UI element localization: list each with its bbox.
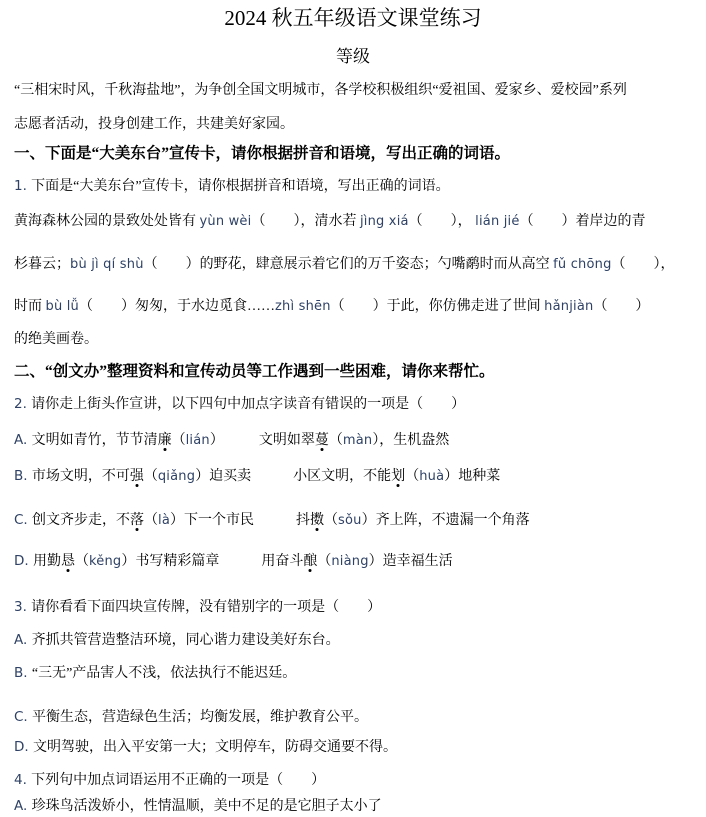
text-run: “三相宋时风，千秋海盐地”，为争创全国文明城市，各学校积极组织“爱祖国、爱家乡、爱校园”系列 xyxy=(14,83,627,98)
text-run: （ ）匆匆，于水边觅食…… xyxy=(78,299,275,314)
text-run: 时而 xyxy=(14,299,46,314)
text-run: ）造幸福生活 xyxy=(368,554,453,569)
dotted-emphasis-char: 强 xyxy=(129,469,144,484)
question-2-option-a xyxy=(14,430,692,451)
text-run: （ xyxy=(328,433,343,448)
text-run: 一、下面是“大美东台”宣传卡，请你根据拼音和语境，写出正确的词语。 xyxy=(14,145,511,162)
question-2-option-b xyxy=(14,466,692,487)
question-4-option-a xyxy=(14,796,692,817)
text-run: “三无”产品害人不浅，依法执行不能迟廷。 xyxy=(31,666,297,681)
text-run: ），生机盎然 xyxy=(372,433,450,448)
text-run: 创文齐步走，不 xyxy=(32,513,131,528)
text-run: 用勤 xyxy=(32,554,61,569)
pinyin-run: qiǎng xyxy=(157,469,196,484)
pinyin-run: niàng xyxy=(331,554,369,569)
question-3-option-c xyxy=(14,707,692,728)
pinyin-run: sǒu xyxy=(338,513,362,528)
pinyin-run: bù lǚ xyxy=(45,299,79,314)
text-run: 请你看看下面四块宣传牌，没有错别字的一项是（ ） xyxy=(31,600,382,615)
text-run: 文明如青竹，节节清 xyxy=(31,433,158,448)
text-run: 请你走上街头作宣讲，以下四句中加点字读音有错误的一项是（ ） xyxy=(31,397,466,412)
pinyin-run: huà xyxy=(419,469,445,484)
pinyin-run: bù jì qí shù xyxy=(70,257,144,272)
pinyin-run: fǔ chōng xyxy=(553,257,612,272)
text-run: （ ）的野花，肆意展示着它们的万千姿态；勺嘴鹬时而从高空 xyxy=(143,257,554,272)
text-run: 等级 xyxy=(336,47,370,66)
text-run: 黄海森林公园的景致处处皆有 xyxy=(14,214,200,229)
item-number-label: C. xyxy=(14,709,33,725)
text-run: ）下一个市民 抖 xyxy=(170,513,310,528)
text-run: （ ）着岸边的青 xyxy=(519,214,646,229)
question-2-stem xyxy=(14,394,692,415)
text-run: 下面是“大美东台”宣传卡，请你根据拼音和语境，写出正确的词语。 xyxy=(31,179,450,194)
item-number-label: 3. xyxy=(14,599,32,615)
text-run: （ ） xyxy=(593,299,650,314)
passage-line-2 xyxy=(14,255,692,275)
intro-line-2 xyxy=(14,115,692,135)
pinyin-run: kěng xyxy=(88,554,122,569)
text-run: （ xyxy=(171,433,186,448)
question-4-stem xyxy=(14,770,692,791)
text-run: （ xyxy=(144,513,159,528)
pinyin-run: màn xyxy=(342,433,373,448)
question-3-option-a xyxy=(14,630,692,651)
item-number-label: C. xyxy=(14,512,33,528)
text-run: 珍珠鸟活泼娇小，性情温顺，美中不足的是它胆子太小了 xyxy=(31,799,382,814)
pinyin-run: yùn wèi xyxy=(199,214,252,229)
dotted-emphasis-char: 蔓 xyxy=(314,433,329,448)
text-run: 平衡生态，营造绿色生活；均衡发展，维护教育公平。 xyxy=(32,710,369,725)
item-number-label: D. xyxy=(14,739,33,755)
text-run: （ ）， xyxy=(611,257,675,272)
text-run: 2024 秋五年级语文课堂练习 xyxy=(224,6,482,30)
pinyin-run: lián xyxy=(185,433,210,448)
pinyin-run: lián jié xyxy=(475,214,520,229)
section-2-heading xyxy=(14,361,692,383)
text-run: 市场文明，不可 xyxy=(31,469,130,484)
text-run: （ xyxy=(143,469,158,484)
item-number-label: B. xyxy=(14,665,32,681)
text-run: （ xyxy=(317,554,332,569)
section-1-heading xyxy=(14,143,692,165)
question-2-option-c xyxy=(14,510,692,531)
passage-line-4 xyxy=(14,330,692,350)
item-number-label: A. xyxy=(14,632,32,648)
text-run: （ xyxy=(74,554,89,569)
question-2-option-d xyxy=(14,551,692,572)
item-number-label: B. xyxy=(14,468,32,484)
question-3-stem xyxy=(14,597,692,618)
text-run: 志愿者活动，投身创建工作，共建美好家园。 xyxy=(14,117,294,132)
pinyin-run: zhì shēn xyxy=(274,299,331,314)
item-number-label: 2. xyxy=(14,396,32,412)
doc-subtitle xyxy=(14,45,692,69)
text-run: ） 文明如翠 xyxy=(209,433,315,448)
document-page xyxy=(0,4,706,814)
text-run: ）书写精彩篇章 用奋斗 xyxy=(121,554,304,569)
dotted-emphasis-char: 落 xyxy=(130,513,145,528)
item-number-label: A. xyxy=(14,432,32,448)
question-3-option-b xyxy=(14,663,692,684)
text-run: ）迫买卖 小区文明，不能 xyxy=(195,469,392,484)
text-run: 杉暮云； xyxy=(14,257,70,272)
item-number-label: D. xyxy=(14,553,33,569)
dotted-emphasis-char: 擞 xyxy=(310,513,324,528)
dotted-emphasis-char: 划 xyxy=(391,469,406,484)
text-run: ）地种菜 xyxy=(444,469,501,484)
text-run: （ ）于此，你仿佛走进了世间 xyxy=(330,299,545,314)
text-run: 的绝美画卷。 xyxy=(14,332,98,347)
pinyin-run: là xyxy=(158,513,170,528)
pinyin-run: hǎnjiàn xyxy=(544,299,594,314)
text-run: 下列句中加点词语运用不正确的一项是（ ） xyxy=(31,773,326,788)
text-run: 二、“创文办”整理资料和宣传动员等工作遇到一些困难，请你来帮忙。 xyxy=(14,363,495,380)
pinyin-run: jìng xiá xyxy=(359,214,409,229)
intro-line-1 xyxy=(14,81,692,101)
text-run: 齐抓共管营造整洁环境，同心谐力建设美好东台。 xyxy=(31,633,340,648)
question-3-option-d xyxy=(14,737,692,758)
item-number-label: 1. xyxy=(14,178,32,194)
passage-line-1 xyxy=(14,212,692,232)
text-run: （ ）， xyxy=(408,214,476,229)
item-number-label: 4. xyxy=(14,772,32,788)
text-run: （ ），清水若 xyxy=(251,214,360,229)
passage-line-3 xyxy=(14,297,692,317)
question-1-stem xyxy=(14,176,692,197)
dotted-emphasis-char: 恳 xyxy=(60,554,75,569)
text-run: ）齐上阵，不遗漏一个角落 xyxy=(361,513,530,528)
dotted-emphasis-char: 廉 xyxy=(157,433,172,448)
text-run: （ xyxy=(405,469,420,484)
doc-title xyxy=(14,4,692,32)
text-run: 文明驾驶，出入平安第一大；文明停车，防碍交通要不得。 xyxy=(32,740,397,755)
item-number-label: A. xyxy=(14,798,32,814)
text-run: （ xyxy=(324,513,338,528)
dotted-emphasis-char: 酿 xyxy=(303,554,318,569)
